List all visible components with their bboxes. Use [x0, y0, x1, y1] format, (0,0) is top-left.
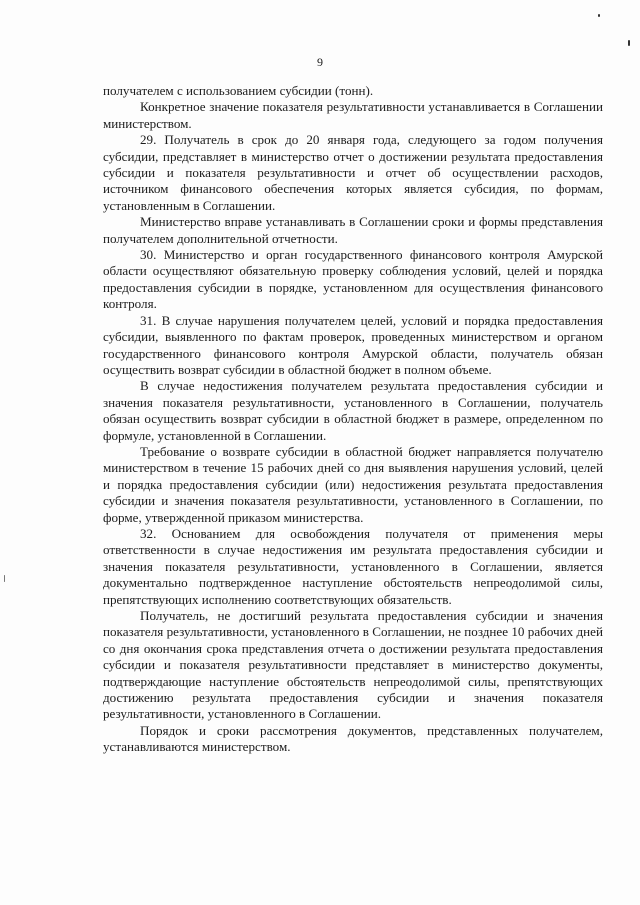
paragraph: 29. Получатель в срок до 20 января года, следующего за годом получения субсидии, представляет в министерство отчет о достижении результата предоставления субсидии и показателя результативности и отчет об осуществлении расходов, источником финансового обеспечения которых является субсидия, по формам, установленным в Соглашении.: [103, 132, 603, 213]
paragraph: 31. В случае нарушения получателем целей, условий и порядка предоставления субсидии, выявленного по фактам проверок, проведенных министерством и органом государственного финансового контроля Амурской области, получатель обязан осуществить возврат субсидии в областной бюджет в полном объеме.: [103, 312, 603, 377]
paragraph: 32. Основанием для освобождения получателя от применения меры ответственности в случае недостижения им результата предоставления субсидии и значения показателя результативности, установленного в Соглашении, является документально подтвержденное наступление обстоятельств непреодолимой силы, препятствующих исполнению соответствующих обязательств.: [103, 525, 603, 607]
paragraph: Требование о возврате субсидии в областной бюджет направляется получателю министерством в течение 15 рабочих дней со дня выявления нарушения условий, целей и порядка предоставления субсидии (или) недостижения результата предоставления субсидии и значения показателя результативности, установленного в Соглашении, по форме, утвержденной приказом министерства.: [103, 443, 603, 525]
scan-artifact-mark: [628, 40, 630, 46]
paragraph: 30. Министерство и орган государственного финансового контроля Амурской области осуществляют обязательную проверку соблюдения условий, целей и порядка предоставления субсидии в порядке, установленном для осуществления финансового контроля.: [103, 247, 603, 312]
paragraph: Порядок и сроки рассмотрения документов, представленных получателем, устанавливаются министерством.: [103, 722, 603, 755]
document-body: [103, 83, 603, 756]
paragraph: Конкретное значение показателя результативности устанавливается в Соглашении министерством.: [103, 99, 603, 131]
paragraph: В случае недостижения получателем результата предоставления субсидии и значения показателя результативности, установленного в Соглашении, получатель обязан осуществить возврат субсидии в областной бюджет в размере, определенном по формуле, установленной в Соглашении.: [103, 378, 603, 443]
paragraph: Получатель, не достигший результата предоставления субсидии и значения показателя результативности, установленного в Соглашении, не позднее 10 рабочих дней со дня окончания срока представления отчета о достижении результата предоставления субсидии и показателя результативности представляет в министерство документы, подтверждающие наступление обстоятельств непреодолимой силы, препятствующих достижению результата предоставления субсидии и значения показателя результативности, установленного в Соглашении.: [103, 608, 603, 722]
scan-artifact-mark: [598, 14, 600, 17]
page-number: 9: [317, 55, 323, 69]
scan-artifact-mark: [4, 575, 5, 582]
paragraph: Министерство вправе устанавливать в Соглашении сроки и формы представления получателем дополнительной отчетности.: [103, 214, 603, 246]
paragraph: получателем с использованием субсидии (тонн).: [103, 83, 374, 98]
